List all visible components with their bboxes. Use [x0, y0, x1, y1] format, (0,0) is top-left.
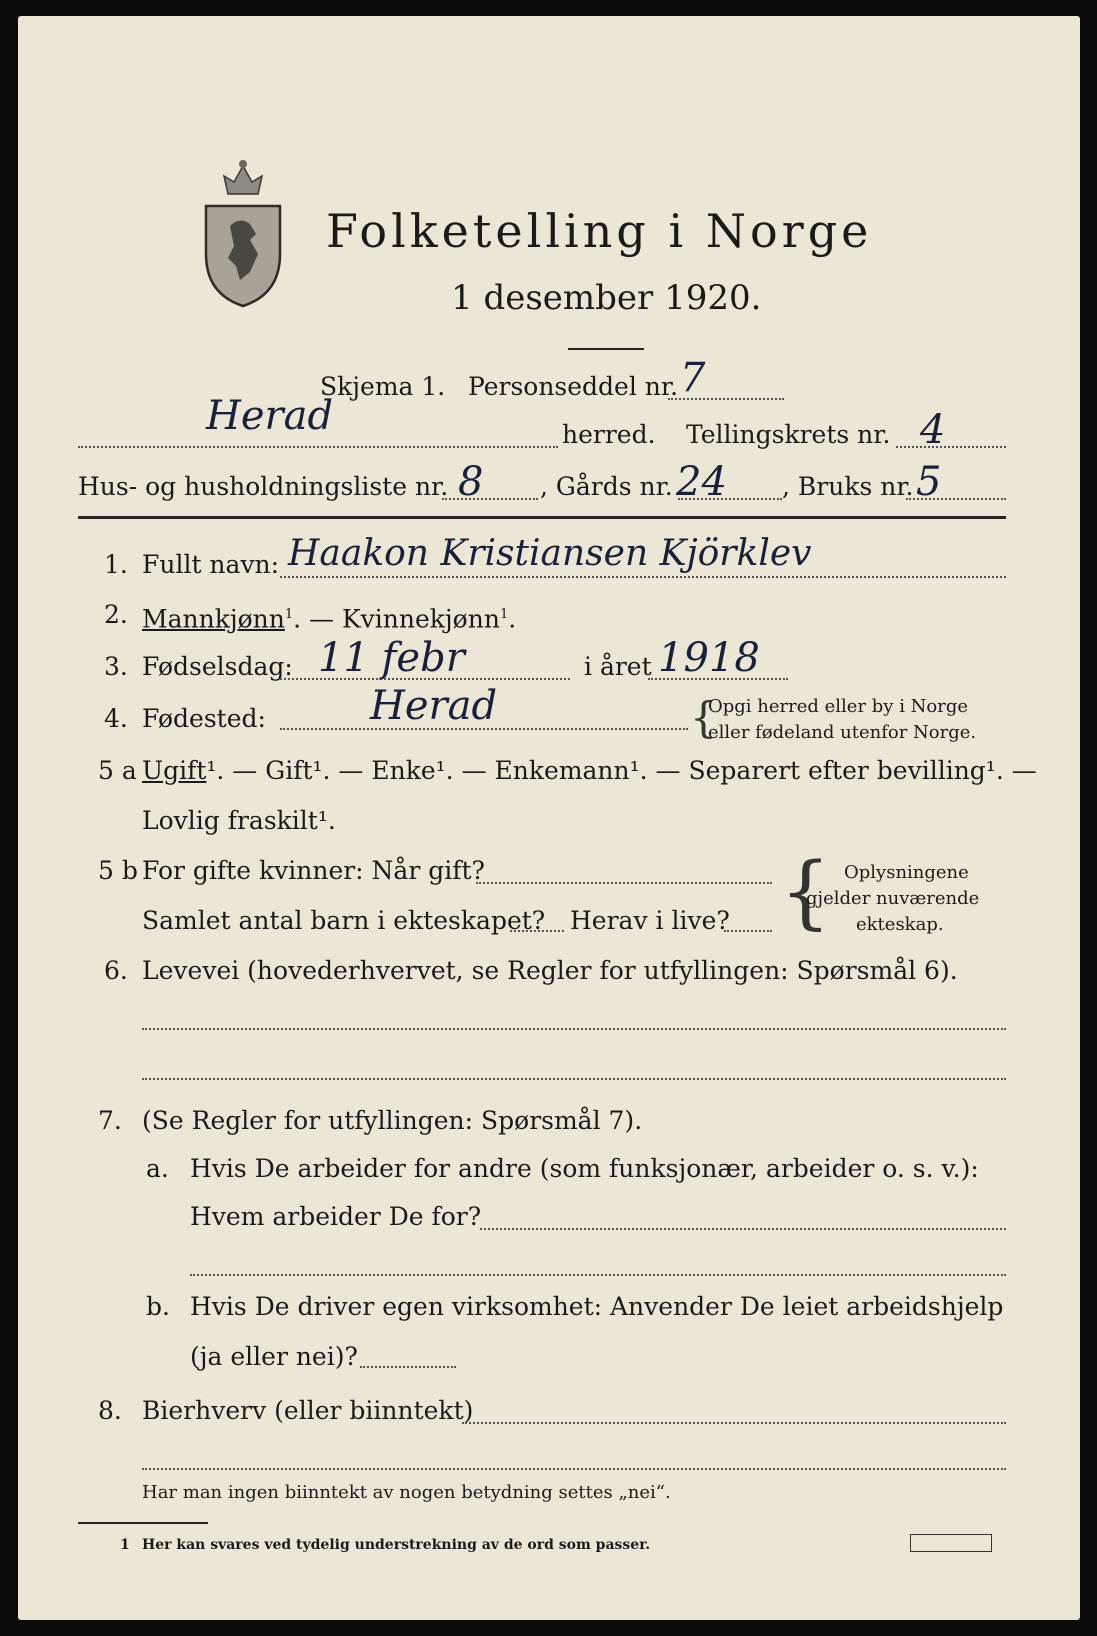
q4-brace-icon: {: [690, 693, 717, 742]
q6-number: 6.: [104, 956, 128, 985]
q5a-other-options: ¹. — Gift¹. — Enke¹. — Enkemann¹. — Separert efter bevilling¹. —: [206, 756, 1037, 785]
q8-note: Har man ingen biinntekt av nogen betydning settes „nei“.: [142, 1482, 671, 1503]
q7a-line2: [190, 1274, 1006, 1276]
q1-number: 1.: [104, 550, 128, 579]
personseddel-label: Personseddel nr.: [468, 372, 679, 401]
q5b-note2: gjelder nuværende: [806, 888, 980, 909]
q1-full-name[interactable]: Haakon Kristiansen Kjörklev: [288, 533, 812, 574]
header-separator: [78, 516, 1006, 519]
q5b-alive-line: [724, 930, 772, 932]
q8-line1: [462, 1422, 1006, 1424]
q5a-number: 5 a: [98, 756, 137, 785]
herred-line: [78, 446, 558, 448]
q7-number: 7.: [98, 1106, 122, 1135]
herred-value[interactable]: Herad: [206, 393, 334, 439]
printer-stamp-icon: [910, 1534, 992, 1552]
q6-text: Levevei (hovederhvervet, se Regler for utfyllingen: Spørsmål 6).: [142, 956, 958, 985]
q4-note-line2: eller fødeland utenfor Norge.: [708, 722, 977, 743]
title-divider: [568, 348, 644, 350]
q7b-question: (ja eller nei)?: [190, 1342, 358, 1371]
q6-line1: [142, 1028, 1006, 1030]
q4-note-line1: Opgi herred eller by i Norge: [708, 696, 969, 717]
q7a-question: Hvem arbeider De for?: [190, 1202, 482, 1231]
q3-label: Fødselsdag:: [142, 652, 293, 681]
q5a-options: [142, 756, 1037, 786]
q2-separator: . — Kvinnekjønn: [293, 604, 500, 634]
gards-value[interactable]: 24: [676, 459, 727, 505]
q4-number: 4.: [104, 704, 128, 733]
q2-number: 2.: [104, 600, 128, 629]
q5b-alive-label: Herav i live?: [570, 906, 730, 935]
q5b-children-label: Samlet antal barn i ekteskapet?: [142, 906, 546, 935]
bruks-value[interactable]: 5: [916, 459, 942, 505]
q7-text: (Se Regler for utfyllingen: Spørsmål 7).: [142, 1106, 643, 1135]
q2-mannkjonn-option[interactable]: Mannkjønn: [142, 604, 285, 634]
q2-end: .: [508, 604, 517, 634]
q3-number: 3.: [104, 652, 128, 681]
q8-number: 8.: [98, 1396, 122, 1425]
footnote-text: Her kan svares ved tydelig understrekning av de ord som passer.: [142, 1537, 651, 1553]
gards-label: , Gårds nr.: [540, 472, 673, 501]
q6-line2: [142, 1078, 1006, 1080]
q3-year-label: i året: [584, 652, 652, 681]
q3-birthday-value[interactable]: 11 febr: [318, 635, 465, 681]
q7a-text: Hvis De arbeider for andre (som funksjonær, arbeider o. s. v.):: [190, 1154, 979, 1183]
q5b-children-line: [510, 930, 564, 932]
q3-year-value[interactable]: 1918: [658, 635, 760, 681]
census-form-page: [18, 16, 1080, 1620]
bruks-label: , Bruks nr.: [782, 472, 914, 501]
q4-label: Fødested:: [142, 704, 266, 733]
q1-label: Fullt navn:: [142, 550, 280, 579]
q8-text: Bierhverv (eller biinntekt): [142, 1396, 474, 1425]
q5b-number: 5 b: [98, 856, 138, 885]
q1-line: [280, 576, 1006, 578]
q5b-line1: For gifte kvinner: Når gift?: [142, 856, 485, 885]
footnote-number: 1: [120, 1537, 130, 1553]
skjema-label: Skjema 1.: [320, 372, 446, 401]
footnote-rule: [78, 1522, 208, 1524]
q5b-married-line: [476, 882, 772, 884]
q7a-line1: [480, 1228, 1006, 1230]
herred-label: herred.: [562, 420, 656, 449]
q2-gender-options: [142, 600, 516, 634]
hus-value[interactable]: 8: [458, 459, 484, 505]
q2-footnote-mark-1: 1: [284, 607, 294, 622]
personseddel-value[interactable]: 7: [680, 355, 706, 401]
form-title: Folketelling i Norge: [326, 204, 873, 258]
q5a-line2: Lovlig fraskilt¹.: [142, 806, 336, 835]
tellingskrets-line: [896, 446, 1006, 448]
q8-line2: [142, 1468, 1006, 1470]
q7b-line: [360, 1366, 456, 1368]
q5a-ugift-option[interactable]: Ugift: [142, 756, 207, 785]
census-date: 1 desember 1920.: [451, 278, 762, 318]
q7b-text: Hvis De driver egen virksomhet: Anvender De leiet arbeidshjelp: [190, 1292, 1004, 1321]
q2-footnote-mark-2: 1: [499, 607, 509, 622]
q5b-brace-icon: {: [780, 845, 831, 938]
coat-of-arms-icon: [200, 154, 286, 314]
q5b-note3: ekteskap.: [856, 914, 944, 935]
q4-birthplace-value[interactable]: Herad: [370, 683, 498, 729]
tellingskrets-value[interactable]: 4: [920, 407, 946, 453]
q7b-number: b.: [146, 1292, 170, 1321]
tellingskrets-label: Tellingskrets nr.: [686, 420, 891, 449]
q7a-number: a.: [146, 1154, 169, 1183]
q5b-note1: Oplysningene: [844, 862, 969, 883]
hus-line: [442, 498, 538, 500]
hus-label: Hus- og husholdningsliste nr.: [78, 472, 449, 501]
